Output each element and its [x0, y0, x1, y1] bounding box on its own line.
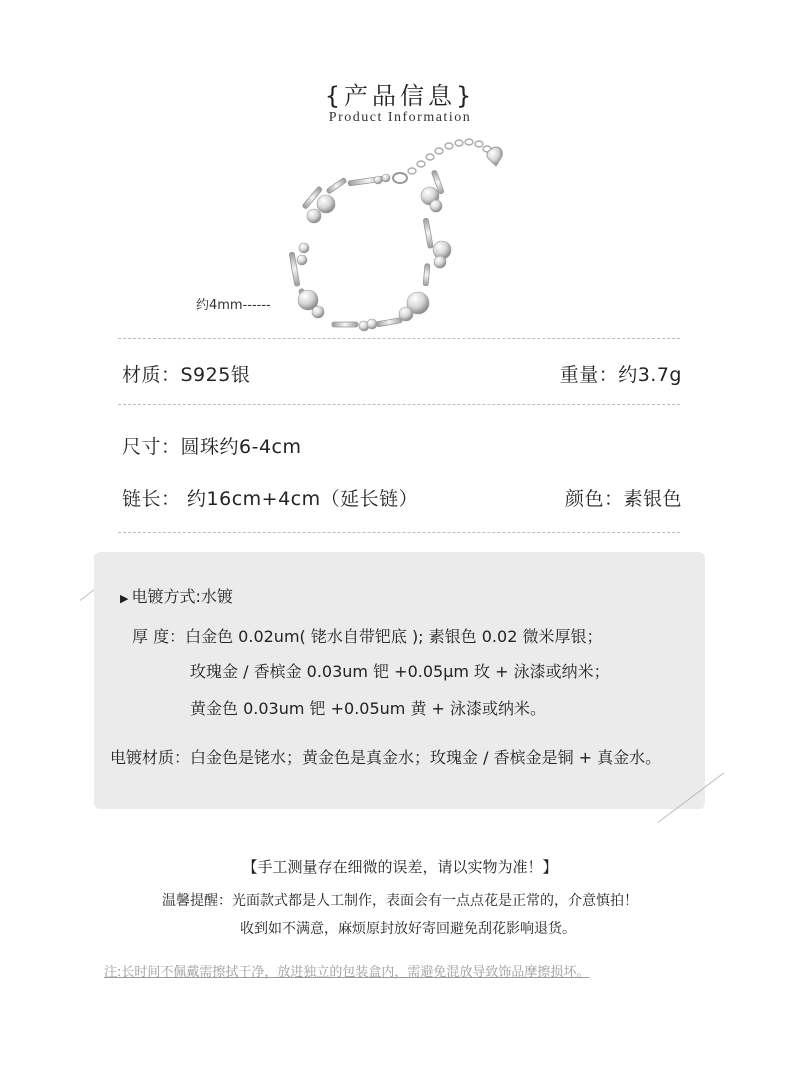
handmade-notice: 【手工测量存在细微的误差，请以实物为准！】 — [242, 858, 558, 876]
size-callout: 约4mm------ — [196, 298, 271, 313]
divider — [118, 532, 680, 533]
plating-thickness-line1: 厚 度：白金色 0.02um( 铑水自带钯底 ); 素银色 0.02 微米厚银； — [132, 627, 603, 646]
plating-method: ▶ 电镀方式:水镀 — [120, 587, 233, 606]
plating-thickness-line3: 黄金色 0.03um 钯 +0.05um 黄 + 泳漆或纳米。 — [190, 699, 547, 718]
page-subtitle: Product Information — [328, 110, 472, 125]
divider — [118, 338, 680, 339]
reminder-line1: 温馨提醒：光面款式都是人工制作，表面会有一点点花是正常的，介意慎拍！ — [162, 893, 638, 909]
length-label: 链长： 约16cm+4cm（延长链） — [122, 488, 419, 510]
reminder-line2: 收到如不满意，麻烦原封放好寄回避免刮花影响退货。 — [240, 921, 576, 937]
bracelet-image — [240, 128, 520, 338]
weight-label: 重量：约3.7g — [559, 364, 682, 386]
divider — [118, 404, 680, 405]
triangle-icon: ▶ — [120, 592, 129, 605]
care-note: 注:长时间不佩戴需擦拭干净，放进独立的包装盒内，需避免混放导致饰品摩擦损坏。 — [104, 965, 590, 980]
color-label: 颜色：素银色 — [564, 488, 682, 510]
plating-material: 电镀材质：白金色是铑水；黄金色是真金水；玫瑰金 / 香槟金是铜 + 真金水。 — [110, 748, 662, 767]
page-title: {产品信息} — [324, 82, 476, 110]
material-label: 材质：S925银 — [122, 364, 251, 386]
plating-thickness-line2: 玫瑰金 / 香槟金 0.03um 钯 +0.05μm 玫 + 泳漆或纳米； — [190, 662, 610, 681]
size-label: 尺寸：圆珠约6-4cm — [122, 436, 302, 458]
